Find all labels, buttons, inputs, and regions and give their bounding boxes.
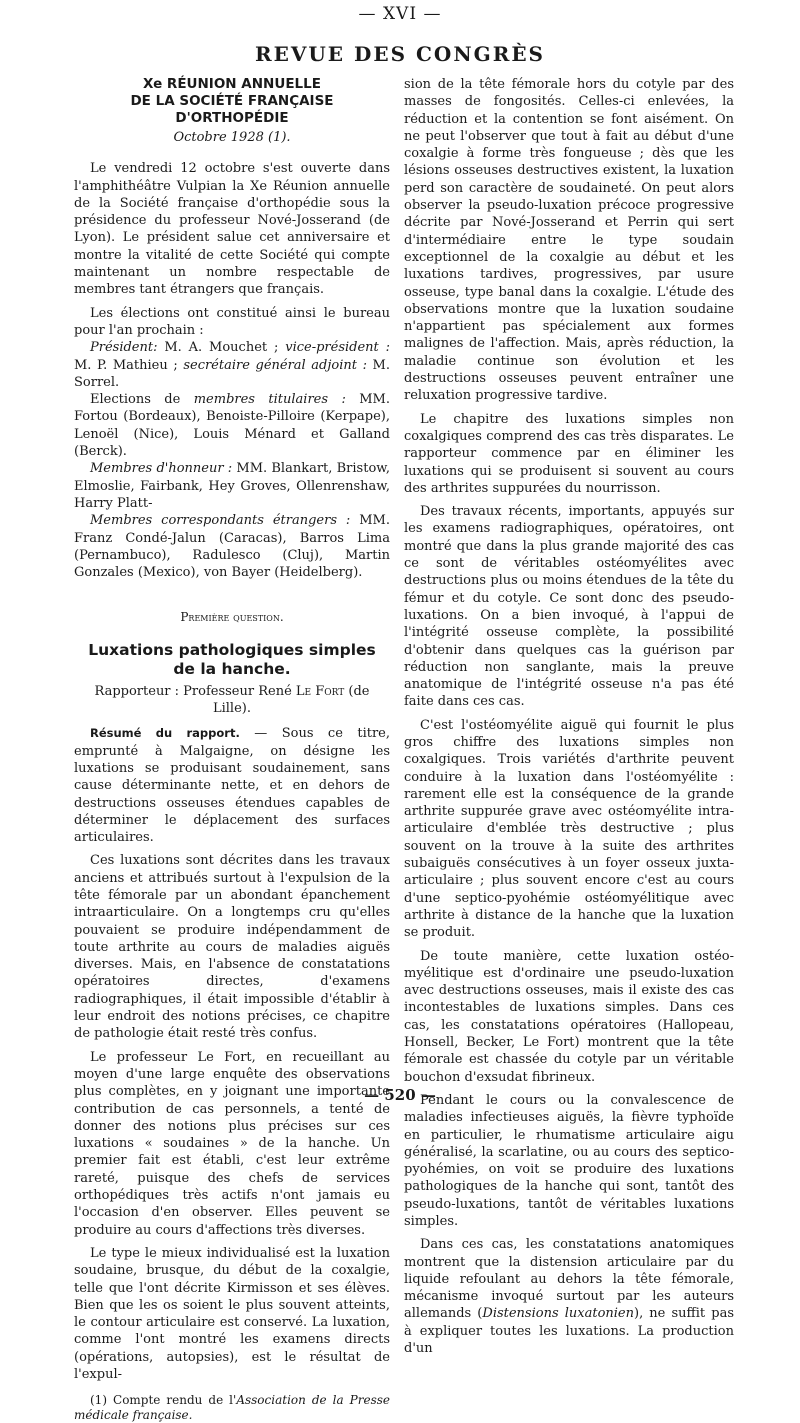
resume-text: — Sous ce titre, emprunté à Malgaigne, on désigne les luxations se produisant soudainement, sans cause déterminante nette, et en dehors de destructions osseuses étendues capables de déterminer le déplacement des surfaces articulaires. (74, 726, 390, 846)
p7-post: ), ne suffit pas à expliquer toutes les luxations. La production d'un (404, 1306, 734, 1357)
president-text: M. A. Mouchet ; (157, 340, 279, 356)
body-paragraph: Le type le mieux individualisé est la luxation soudaine, brusque, du début de la coxalgie, telle que l'ont décrite Kirmisson et ses élèves. Bien que les os soient le plus souvent atteints, le contour articulaire est conservé. La luxation, comme l'ont montré les examens directs (opérations, autopsies), est le résultat de l'expul- (74, 1245, 390, 1382)
correspondants-paragraph (74, 512, 390, 581)
titulaires-text: MM. Fortou (Bordeaux), Benoiste-Pilloire (Kerpape), Lenoël (Nice), Louis Ménard et Galland (Berck). (74, 392, 390, 460)
body-paragraph: De toute manière, cette luxation ostéo-myélitique est d'ordinaire une pseudo-luxation avec destructions osseuses, mais il existe des cas incontestables de luxations simples. Dans ces cas, les constatations opératoires (Hallopeau, Honsell, Becker, Le Fort) montrent que la tête fémorale est chassée du cotyle par un véritable bouchon d'exsudat fibrineux. (404, 948, 734, 1085)
bureau-paragraph (74, 339, 390, 391)
footnote-pre: (1) Compte rendu de l' (90, 1393, 237, 1408)
article-title-line1: Luxations pathologiques simples (88, 640, 376, 659)
secretary-label: secrétaire général adjoint : (177, 357, 367, 373)
elections-paragraph: Les élections ont constitué ainsi le bureau pour l'an prochain : (74, 305, 390, 338)
titulaires-pre: Elections de (90, 392, 194, 408)
vice-president-label: vice-président : (278, 340, 390, 356)
footnote (74, 1393, 390, 1423)
question-heading: Première question. (180, 610, 284, 625)
body-paragraph: Le professeur Le Fort, en recueillant au moyen d'une large enquête des observations plus complètes, en y joignant une importante contribution de cas personnels, a tenté de donner des notions plus précises sur ces luxations « soudaines » de la hanche. Un premier fait est établi, c'est leur extrême rareté, puisque des chefs de services orthopédiques très actifs n'ont jamais eu l'occasion d'en observer. Elles peuvent se produire au cours d'affections très diverses. (74, 1049, 390, 1238)
titulaires-label: membres titulaires : (193, 392, 346, 408)
president-label: Président: (90, 340, 158, 356)
body-paragraph: Ces luxations sont décrites dans les travaux anciens et attribués surtout à l'expulsion de la tête fémorale par un abondant épanchement intraarticulaire. On a longtemps cru qu'elles pouvaient se produire indépendamment de toute arthrite au cours de maladies aiguës diverses. Mais, en l'absence de constatations opératoires directes, d'examens radiographiques, il était impossible d'établir à leur endroit des notions précises, ce chapitre de pathologie était resté très confus. (74, 853, 390, 1042)
p7-pre: Dans ces cas, les constatations anatomiques montrent que la distension articulaire par du liquide refoulant au dehors la tête fémorale, mécanisme invoqué surtout par les auteurs allemands ( (404, 1237, 734, 1322)
roman-page-number: — XVI — (358, 4, 442, 24)
body-paragraph: Le chapitre des luxations simples non coxalgiques comprend des cas très disparates. Le rapporteur commence par en éliminer les luxations qui se produisent si souvent au cours des arthrites suppurées du nourrisson. (404, 411, 734, 496)
article-title-line2: de la hanche. (173, 659, 291, 678)
body-paragraph: Des travaux récents, importants, appuyés sur les examens radiographiques, opératoires, ont montré que dans la plus grande majorité des cas ce sont de véritables ostéomyélites avec destructions plus ou moins étendues de la tête du fémur et du cotyle. Ce sont donc des pseudo-luxations. On a bien invoqué, à l'appui de l'intégrité osseuse complète, la possibilité d'obtenir dans quelques cas la guérison par réduction non sanglante, mais la preuve anatomique de l'intégrité osseuse n'a pas été faite dans ces cas. (404, 504, 734, 710)
right-column (404, 76, 734, 1357)
titulaires-paragraph (74, 391, 390, 460)
honneur-paragraph (74, 460, 390, 512)
page-number: — 520 — (364, 1086, 436, 1104)
p7-italic: Distensions luxatonien (482, 1306, 634, 1322)
meeting-title-line1: Xe RÉUNION ANNUELLE (143, 76, 321, 92)
rapporteur-pre: Rapporteur : Professeur René (94, 683, 296, 699)
body-paragraph: C'est l'ostéomyélite aiguë qui fournit le plus gros chiffre des luxations simples non coxalgiques. Trois variétés d'arthrite peuvent conduire à la luxation dans l'ostéomyélite : rarement elle est la conséquence de la grande arthrite suppurée grave avec ostéomyélite intra-articulaire d'emblée très destructive ; plus souvent on la trouve à la suite des arthrites subaiguës consécutives à un foyer osseux juxta-articulaire ; plus souvent encore c'est au cours d'une septico-pyohémie ostéomyélitique avec arthrite à distance de la hanche que la luxation se produit. (404, 717, 734, 941)
rapporteur-post: (de Lille). (212, 683, 370, 717)
honneur-label: Membres d'honneur : (90, 461, 233, 477)
rapporteur-line (74, 683, 390, 718)
correspondants-text: MM. Franz Condé-Jalun (Caracas), Barros Lima (Pernambuco), Radulesco (Cluj), Martin Gonzales (Mexico), von Bayer (Heidelberg). (74, 513, 390, 581)
correspondants-label: Membres correspondants étrangers : (90, 513, 351, 529)
honneur-text: MM. Blankart, Bristow, Elmoslie, Fairbank, Hey Groves, Ollenrenshaw, Harry Platt- (74, 461, 390, 511)
secretary-text: M. Sorrel. (74, 357, 391, 390)
meeting-title-line2: DE LA SOCIÉTÉ FRANÇAISE D'ORTHOPÉDIE (130, 93, 334, 126)
left-column (74, 76, 390, 1423)
vice-president-text: M. P. Mathieu ; (74, 357, 178, 373)
resume-label: Résumé du rapport. (90, 726, 240, 741)
section-title: REVUE DES CONGRÈS (254, 42, 546, 66)
body-paragraph (404, 1236, 734, 1357)
footnote-italic: Association de la Presse médicale française. (74, 1393, 390, 1423)
body-paragraph: Pendant le cours ou la convalescence de maladies infectieuses aiguës, la fièvre typhoïde en particulier, le rhumatisme articulaire aigu généralisé, la scarlatine, ou au cours des septico-pyohémies, on voit se produire des luxations pathologiques de la hanche qui sont, tantôt des pseudo-luxations, tantôt de véritables luxations simples. (404, 1092, 734, 1229)
rapporteur-name: Le Fort (295, 683, 345, 699)
resume-paragraph (74, 725, 390, 846)
body-paragraph: sion de la tête fémorale hors du cotyle par des masses de fongosités. Celles-ci enlevées, la réduction et la contention se font aisément. On ne peut l'observer que tout à fait au début d'une coxalgie à forme très fongueuse ; dès que les lésions osseuses destructives existent, la luxation perd son caractère de soudaineté. On peut alors observer la pseudo-luxation précoce progressive décrite par Nové-Josserand et Perrin qui sert d'intermédiaire entre le type soudain exceptionnel de la coxalgie au début et les luxations tardives, progressives, par usure osseuse, type banal dans la coxalgie. L'étude des observations montre que la luxation soudaine n'appartient pas spécialement aux formes malignes de l'affection. Mais, après réduction, la maladie continue son évolution et les destructions osseuses peuvent entraîner une reluxation progressive tardive. (404, 77, 734, 404)
meeting-date: Octobre 1928 (1). (173, 130, 291, 145)
intro-paragraph: Le vendredi 12 octobre s'est ouverte dans l'amphithéâtre Vulpian la Xe Réunion annuelle de la Société française d'orthopédie sous la présidence du professeur Nové-Josserand (de Lyon). Le président salue cet anniversaire et montre la vitalité de cette Société qui compte maintenant un nombre respectable de membres tant étrangers que français. (74, 161, 390, 298)
